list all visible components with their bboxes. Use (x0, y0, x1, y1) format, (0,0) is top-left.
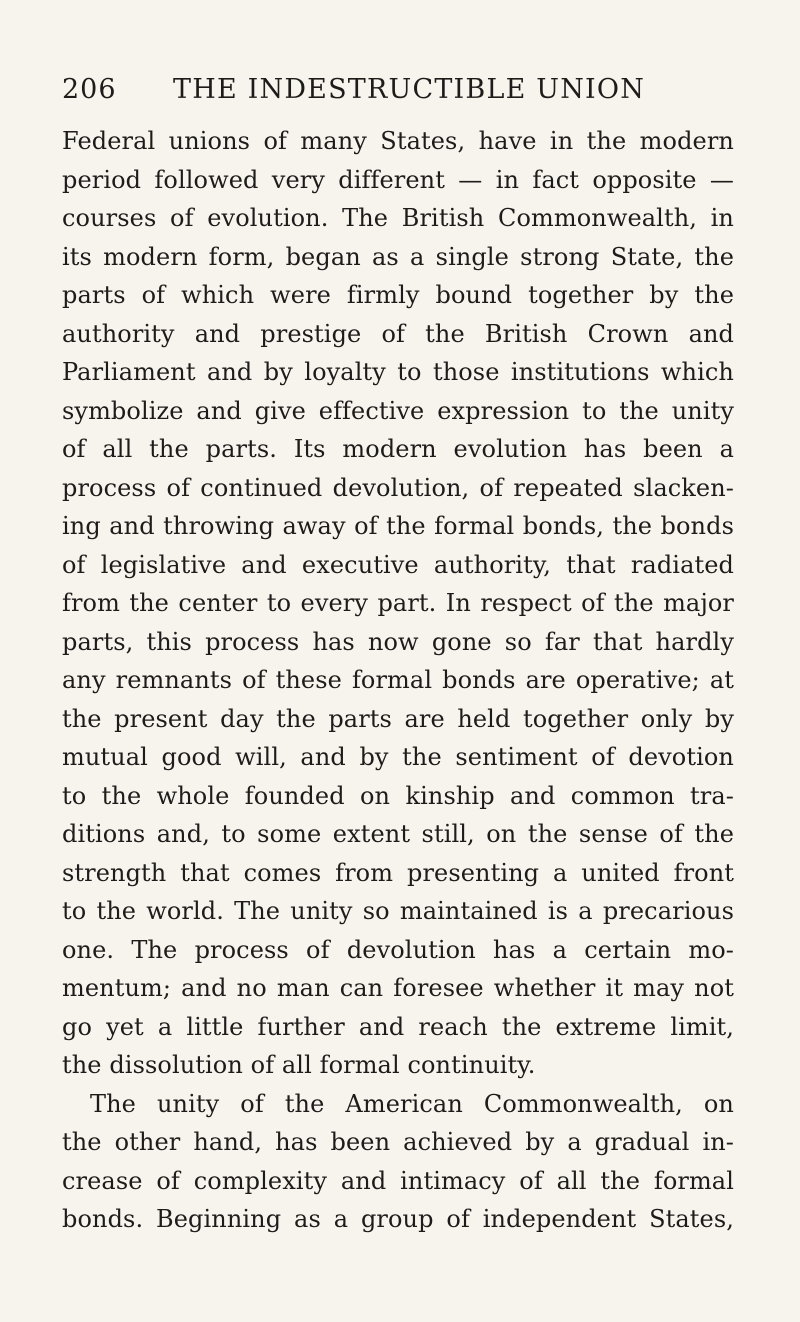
text-line: Parliament and by loyalty to those institutions which (62, 358, 734, 386)
text-line: ing and throwing away of the formal bonds, the bonds (62, 512, 734, 540)
text-line: the other hand, has been achieved by a gradual in- (62, 1128, 734, 1156)
running-head (62, 70, 734, 110)
text-line: process of continued devolution, of repeated slacken- (62, 473, 734, 502)
running-title: THE INDESTRUCTIBLE UNION (173, 74, 646, 105)
text-line: bonds. Beginning as a group of independent States, (62, 1205, 734, 1233)
text-line: to the world. The unity so maintained is a precarious (62, 897, 734, 925)
text-line: the dissolution of all formal continuity. (62, 1051, 536, 1079)
text-line: mentum; and no man can foresee whether it may not (62, 974, 734, 1002)
paragraph (62, 1085, 734, 1239)
text-line: authority and prestige of the British Crown and (62, 319, 734, 348)
text-line: any remnants of these formal bonds are operative; at (62, 666, 734, 694)
text-line: parts of which were firmly bound together by the (62, 281, 734, 309)
text-line: of all the parts. Its modern evolution has been a (62, 435, 734, 463)
page-number: 206 (62, 74, 117, 105)
text-line: from the center to every part. In respect of the major (62, 589, 734, 617)
text-line: one. The process of devolution has a certain mo- (62, 935, 734, 964)
text-line: its modern form, began as a single strong State, the (62, 242, 734, 271)
text-line: courses of evolution. The British Commonwealth, in (62, 204, 734, 232)
text-line: go yet a little further and reach the extreme limit, (62, 1012, 734, 1041)
text-line: the present day the parts are held together only by (62, 704, 734, 733)
text-line: mutual good will, and by the sentiment of devotion (62, 743, 734, 771)
text-line: symbolize and give effective expression to the unity (62, 396, 734, 425)
text-line: strength that comes from presenting a united front (62, 858, 734, 887)
text-line: of legislative and executive authority, that radiated (62, 550, 734, 579)
text-line: The unity of the American Commonwealth, on (90, 1089, 734, 1118)
text-line: parts, this process has now gone so far that hardly (62, 627, 734, 656)
text-line: Federal unions of many States, have in the modern (62, 127, 734, 155)
text-line: to the whole founded on kinship and common tra- (62, 781, 734, 810)
body-text (62, 122, 734, 1239)
text-line: crease of complexity and intimacy of all the formal (62, 1166, 734, 1195)
text-line: ditions and, to some extent still, on the sense of the (62, 820, 734, 848)
paragraph (62, 122, 734, 1085)
text-line: period followed very different — in fact opposite — (62, 165, 734, 194)
